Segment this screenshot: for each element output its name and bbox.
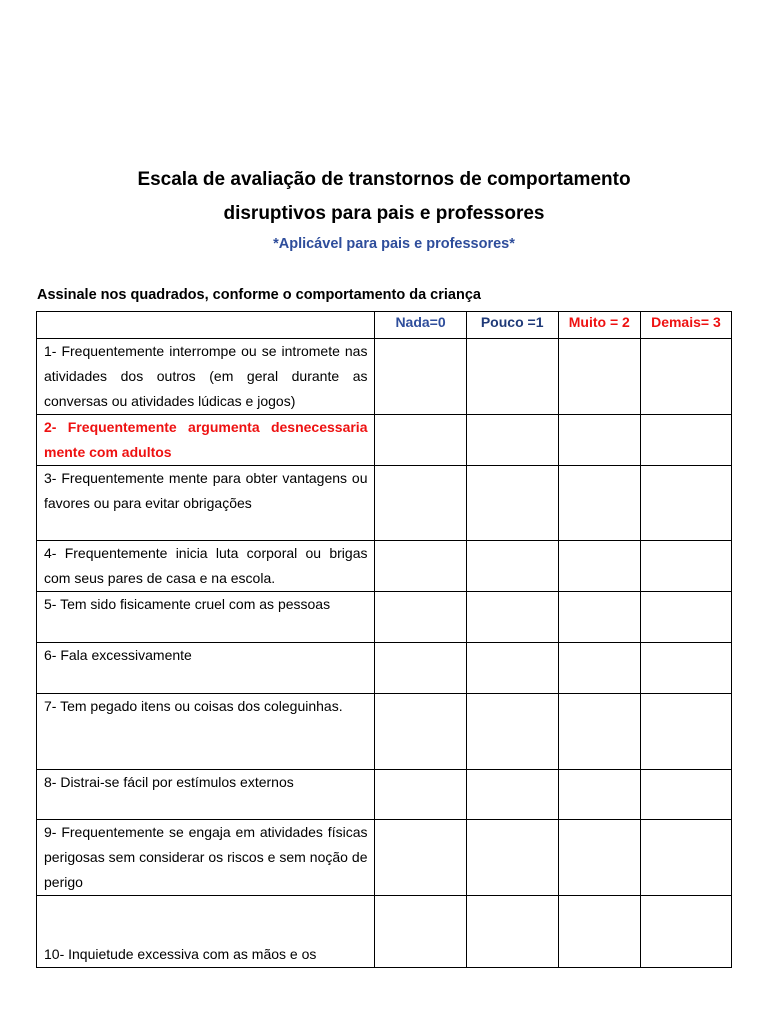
answer-box-pouco[interactable] (466, 466, 558, 541)
answer-box-demais[interactable] (640, 643, 731, 694)
table-row (37, 643, 732, 694)
item-cell (37, 541, 375, 592)
answer-box-muito[interactable] (558, 770, 640, 820)
item-text: 3- Frequentemente mente para obter vantagens ou favores ou para evitar obrigações (44, 470, 368, 511)
answer-box-nada[interactable] (375, 592, 466, 643)
answer-box-muito[interactable] (558, 896, 640, 968)
item-cell (37, 339, 375, 415)
header-demais: Demais= 3 (640, 312, 731, 339)
answer-box-muito[interactable] (558, 339, 640, 415)
answer-box-pouco[interactable] (466, 896, 558, 968)
document-subtitle: *Aplicável para pais e professores* (273, 236, 515, 252)
item-cell (37, 896, 375, 968)
item-text: 10- Inquietude excessiva com as mãos e os (44, 946, 317, 962)
table-row (37, 466, 732, 541)
item-cell (37, 592, 375, 643)
answer-box-nada[interactable] (375, 896, 466, 968)
answer-box-demais[interactable] (640, 541, 731, 592)
answer-box-nada[interactable] (375, 415, 466, 466)
answer-box-muito[interactable] (558, 643, 640, 694)
answer-box-pouco[interactable] (466, 592, 558, 643)
answer-box-muito[interactable] (558, 820, 640, 896)
table-header-row (37, 312, 732, 339)
answer-box-pouco[interactable] (466, 770, 558, 820)
item-text: 8- Distrai-se fácil por estímulos externos (44, 774, 294, 790)
answer-box-muito[interactable] (558, 592, 640, 643)
item-text: 9- Frequentemente se engaja em atividades físicas perigosas sem considerar os riscos e sem noção de perigo (44, 824, 368, 890)
instruction-text: Assinale nos quadrados, conforme o comportamento da criança (37, 287, 481, 303)
table-row (37, 694, 732, 770)
document-title-line-2: disruptivos para pais e professores (223, 203, 545, 224)
answer-box-muito[interactable] (558, 466, 640, 541)
table-row (37, 820, 732, 896)
answer-box-pouco[interactable] (466, 541, 558, 592)
answer-box-pouco[interactable] (466, 694, 558, 770)
table-row (37, 770, 732, 820)
header-pouco: Pouco =1 (466, 312, 558, 339)
header-muito: Muito = 2 (558, 312, 640, 339)
answer-box-demais[interactable] (640, 770, 731, 820)
answer-box-nada[interactable] (375, 820, 466, 896)
header-item (37, 312, 375, 339)
table-row (37, 896, 732, 968)
answer-box-pouco[interactable] (466, 415, 558, 466)
item-cell (37, 694, 375, 770)
answer-box-demais[interactable] (640, 466, 731, 541)
answer-box-nada[interactable] (375, 339, 466, 415)
answer-box-nada[interactable] (375, 643, 466, 694)
item-text: 7- Tem pegado itens ou coisas dos coleguinhas. (44, 698, 343, 714)
document-title-line-1: Escala de avaliação de transtornos de comportamento (137, 169, 631, 190)
item-text: 1- Frequentemente interrompe ou se intromete nas atividades dos outros (em geral durante as conversas ou atividades lúdicas e jogos) (44, 343, 368, 409)
answer-box-nada[interactable] (375, 770, 466, 820)
table-row (37, 415, 732, 466)
table-body (37, 339, 732, 968)
answer-box-pouco[interactable] (466, 820, 558, 896)
answer-box-muito[interactable] (558, 415, 640, 466)
answer-box-muito[interactable] (558, 694, 640, 770)
answer-box-demais[interactable] (640, 694, 731, 770)
answer-box-demais[interactable] (640, 820, 731, 896)
table-row (37, 541, 732, 592)
answer-box-pouco[interactable] (466, 643, 558, 694)
answer-box-demais[interactable] (640, 415, 731, 466)
item-cell (37, 770, 375, 820)
answer-box-pouco[interactable] (466, 339, 558, 415)
item-cell (37, 643, 375, 694)
table-row (37, 339, 732, 415)
item-text: 6- Fala excessivamente (44, 647, 192, 663)
rating-scale-table (36, 311, 732, 968)
item-text: 2- Frequentemente argumenta desnecessaria mente com adultos (44, 419, 368, 460)
item-cell (37, 820, 375, 896)
answer-box-demais[interactable] (640, 339, 731, 415)
item-cell (37, 415, 375, 466)
table-row (37, 592, 732, 643)
item-text: 5- Tem sido fisicamente cruel com as pessoas (44, 596, 331, 612)
answer-box-nada[interactable] (375, 466, 466, 541)
answer-box-nada[interactable] (375, 694, 466, 770)
item-text: 4- Frequentemente inicia luta corporal ou brigas com seus pares de casa e na escola. (44, 545, 368, 586)
answer-box-muito[interactable] (558, 541, 640, 592)
answer-box-nada[interactable] (375, 541, 466, 592)
header-nada: Nada=0 (375, 312, 466, 339)
answer-box-demais[interactable] (640, 592, 731, 643)
item-cell (37, 466, 375, 541)
answer-box-demais[interactable] (640, 896, 731, 968)
